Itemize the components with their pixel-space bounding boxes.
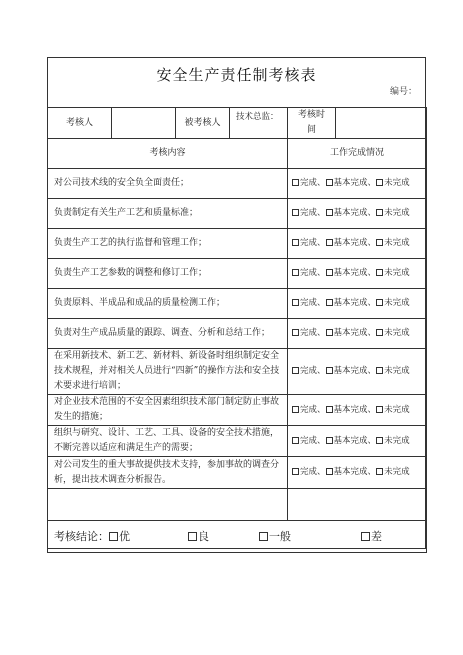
assessor-field[interactable] bbox=[112, 108, 176, 139]
form-number-label: 编号： bbox=[389, 87, 417, 97]
checkbox[interactable] bbox=[361, 532, 370, 541]
checkbox[interactable] bbox=[292, 239, 299, 246]
checkbox[interactable] bbox=[292, 299, 299, 306]
status-option-label: 基本完成 bbox=[333, 208, 368, 218]
status-option-label: 未完成 bbox=[384, 298, 410, 308]
status-option-label: 未完成 bbox=[384, 435, 410, 446]
conclusion-option-label: 一般 bbox=[269, 530, 291, 543]
checkbox[interactable] bbox=[292, 269, 299, 276]
status-option-label: 基本完成 bbox=[333, 435, 368, 446]
empty-content-cell[interactable] bbox=[48, 489, 288, 521]
status-option-label: 基本完成 bbox=[333, 178, 368, 188]
checkbox[interactable] bbox=[376, 269, 383, 276]
item-status-options: 完成、 基本完成、 未完成 bbox=[288, 289, 427, 319]
column-header-row bbox=[48, 139, 427, 169]
time-field[interactable] bbox=[336, 108, 427, 139]
status-option-label: 基本完成 bbox=[333, 238, 368, 248]
status-option-label: 基本完成 bbox=[333, 467, 368, 477]
status-option-label: 完成 bbox=[300, 268, 318, 278]
checkbox[interactable] bbox=[326, 437, 333, 444]
checkbox[interactable] bbox=[326, 209, 333, 216]
empty-status-cell[interactable] bbox=[288, 489, 427, 521]
header-row bbox=[48, 108, 427, 139]
status-option-label: 未完成 bbox=[384, 404, 410, 415]
checkbox[interactable] bbox=[326, 367, 333, 374]
status-option-label: 完成 bbox=[300, 467, 318, 477]
item-row bbox=[48, 349, 427, 395]
checkbox[interactable] bbox=[188, 532, 197, 541]
checkbox[interactable] bbox=[326, 468, 333, 475]
status-option-label: 完成 bbox=[300, 208, 318, 218]
status-option-label: 完成 bbox=[300, 404, 318, 415]
item-content: 对企业技术范围的不安全因素组织技术部门制定防止事故发生的措施； bbox=[48, 395, 288, 426]
status-option-label: 基本完成 bbox=[333, 404, 368, 415]
conclusion-option[interactable] bbox=[259, 530, 291, 543]
item-status-options: 完成、 基本完成、 未完成 bbox=[288, 229, 427, 259]
checkbox[interactable] bbox=[259, 532, 268, 541]
status-option-label: 完成 bbox=[300, 298, 318, 308]
conclusion-option-label: 优 bbox=[119, 530, 130, 543]
status-option-label: 未完成 bbox=[384, 328, 410, 338]
checkbox[interactable] bbox=[292, 406, 299, 413]
assessment-form bbox=[47, 57, 426, 549]
checkbox[interactable] bbox=[376, 468, 383, 475]
status-option-label: 未完成 bbox=[384, 268, 410, 278]
item-row bbox=[48, 319, 427, 349]
item-row bbox=[48, 457, 427, 489]
checkbox[interactable] bbox=[292, 329, 299, 336]
item-content: 在采用新技术、新工艺、新材料、新设备时组织制定安全技术规程，并对相关人员进行“四新”的操作方法和安全技术要求进行培训； bbox=[48, 349, 288, 395]
status-option-label: 未完成 bbox=[384, 208, 410, 218]
checkbox[interactable] bbox=[109, 532, 118, 541]
status-option-label: 基本完成 bbox=[333, 328, 368, 338]
status-option-label: 基本完成 bbox=[333, 268, 368, 278]
conclusion-option-label: 差 bbox=[371, 530, 382, 543]
checkbox[interactable] bbox=[292, 437, 299, 444]
checkbox[interactable] bbox=[326, 239, 333, 246]
conclusion-option[interactable] bbox=[361, 530, 382, 543]
checkbox[interactable] bbox=[292, 209, 299, 216]
status-option-label: 未完成 bbox=[384, 467, 410, 477]
checkbox[interactable] bbox=[376, 239, 383, 246]
checkbox[interactable] bbox=[376, 179, 383, 186]
item-content: 负责原料、半成品和成品的质量检测工作； bbox=[48, 289, 288, 319]
item-content: 负责生产工艺参数的调整和修订工作； bbox=[48, 259, 288, 289]
status-option-label: 完成 bbox=[300, 238, 318, 248]
status-option-label: 未完成 bbox=[384, 238, 410, 248]
status-option-label: 未完成 bbox=[384, 178, 410, 188]
item-content: 对公司发生的重大事故提供技术支持，参加事故的调查分析，提出技术调查分析报告。 bbox=[48, 457, 288, 489]
empty-row bbox=[48, 489, 427, 521]
checkbox[interactable] bbox=[376, 299, 383, 306]
conclusion-option[interactable] bbox=[188, 530, 209, 543]
tech-director-label: 技术总监： bbox=[230, 108, 288, 139]
checkbox[interactable] bbox=[292, 367, 299, 374]
item-row bbox=[48, 199, 427, 229]
time-label: 考核时间 bbox=[288, 108, 336, 139]
item-content: 负责制定有关生产工艺和质量标准； bbox=[48, 199, 288, 229]
status-option-label: 完成 bbox=[300, 366, 318, 376]
item-status-options: 完成、 基本完成、 未完成 bbox=[288, 259, 427, 289]
assessor-label: 考核人 bbox=[48, 108, 112, 139]
item-status-options: 完成、 基本完成、 未完成 bbox=[288, 349, 427, 395]
checkbox[interactable] bbox=[292, 179, 299, 186]
item-status-options: 完成、 基本完成、 未完成 bbox=[288, 319, 427, 349]
item-row bbox=[48, 229, 427, 259]
item-status-options: 完成、 基本完成、 未完成 bbox=[288, 426, 427, 457]
checkbox[interactable] bbox=[376, 209, 383, 216]
item-content: 负责对生产成品质量的跟踪、调查、分析和总结工作； bbox=[48, 319, 288, 349]
checkbox[interactable] bbox=[326, 406, 333, 413]
checkbox[interactable] bbox=[376, 406, 383, 413]
checkbox[interactable] bbox=[326, 299, 333, 306]
checkbox[interactable] bbox=[376, 437, 383, 444]
conclusion-option-label: 良 bbox=[198, 530, 209, 543]
item-row bbox=[48, 395, 427, 426]
item-status-options: 完成、 基本完成、 未完成 bbox=[288, 199, 427, 229]
checkbox[interactable] bbox=[326, 329, 333, 336]
conclusion-option[interactable] bbox=[109, 530, 130, 543]
status-option-label: 未完成 bbox=[384, 366, 410, 376]
form-title: 安全生产责任制考核表 bbox=[156, 66, 317, 84]
item-content: 负责生产工艺的执行监督和管理工作； bbox=[48, 229, 288, 259]
status-option-label: 完成 bbox=[300, 435, 318, 446]
assessment-table bbox=[47, 107, 427, 553]
status-option-label: 基本完成 bbox=[333, 366, 368, 376]
item-row bbox=[48, 289, 427, 319]
item-content: 组织与研究、设计、工艺、工具、设备的安全技术措施，不断完善以适应和满足生产的需要； bbox=[48, 426, 288, 457]
item-status-options: 完成、 基本完成、 未完成 bbox=[288, 457, 427, 489]
status-column-header: 工作完成情况 bbox=[288, 139, 427, 169]
status-option-label: 完成 bbox=[300, 178, 318, 188]
conclusion-row bbox=[48, 521, 427, 553]
item-row bbox=[48, 259, 427, 289]
item-status-options: 完成、 基本完成、 未完成 bbox=[288, 395, 427, 426]
item-row bbox=[48, 169, 427, 199]
status-option-label: 完成 bbox=[300, 328, 318, 338]
status-option-label: 基本完成 bbox=[333, 298, 368, 308]
content-column-header: 考核内容 bbox=[48, 139, 288, 169]
checkbox[interactable] bbox=[376, 329, 383, 336]
checkbox[interactable] bbox=[292, 468, 299, 475]
conclusion-cell bbox=[48, 521, 427, 553]
item-content: 对公司技术线的安全负全面责任； bbox=[48, 169, 288, 199]
item-row bbox=[48, 426, 427, 457]
checkbox[interactable] bbox=[326, 179, 333, 186]
checkbox[interactable] bbox=[376, 367, 383, 374]
conclusion-label: 考核结论： bbox=[54, 530, 109, 543]
assessee-label: 被考核人 bbox=[176, 108, 230, 139]
item-status-options: 完成、 基本完成、 未完成 bbox=[288, 169, 427, 199]
checkbox[interactable] bbox=[326, 269, 333, 276]
